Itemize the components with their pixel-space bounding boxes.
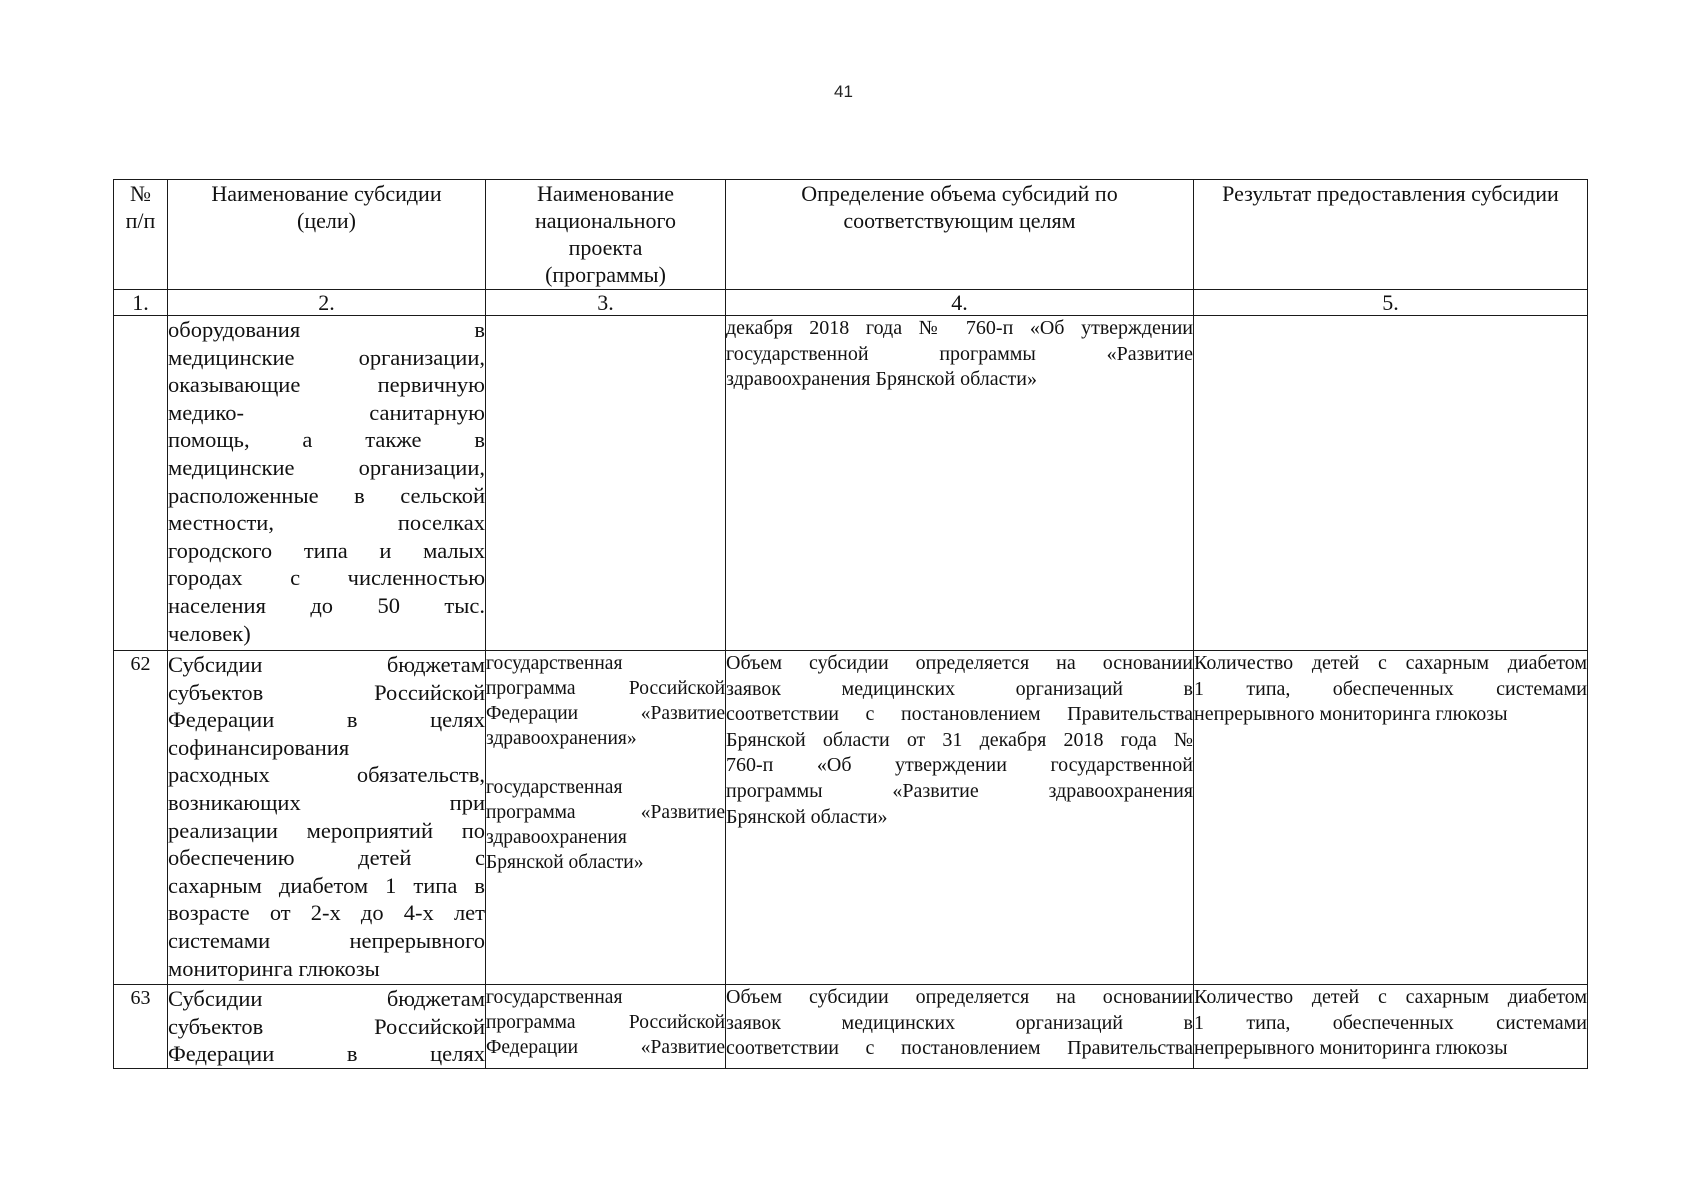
text-line: программа «Развитие (486, 802, 725, 823)
header-subsidy-name (168, 180, 486, 290)
text-line: непрерывного мониторинга глюкозы (1194, 1037, 1508, 1060)
text-line: Объем субсидии определяется на основании (726, 986, 1193, 1008)
header-line: Определение объема субсидий по (801, 181, 1118, 206)
text-line: программа Российской (486, 1012, 725, 1033)
result-cell (1194, 651, 1588, 985)
text-line: 1 типа, обеспеченных системами (1194, 677, 1587, 700)
header-line: (программы) (545, 262, 666, 287)
text-line: государственная (486, 777, 623, 798)
column-number: 1. (114, 290, 168, 316)
header-line: национального (534, 208, 677, 233)
header-line: п/п (125, 208, 156, 233)
text-line: Брянской области» (486, 852, 644, 873)
header-national-project (486, 180, 726, 290)
text-line: возрасте от 2-х до 4-х лет (168, 900, 485, 926)
subsidy-name-cell (168, 985, 486, 1069)
text-line: непрерывного мониторинга глюкозы (1194, 703, 1508, 726)
subsidy-table (113, 179, 1588, 1069)
spacer (486, 751, 725, 775)
text-line: здравоохранения (486, 827, 627, 848)
table-header-row (114, 180, 1588, 290)
text-line: заявок медицинских организаций в (726, 677, 1193, 700)
text-line: софинансирования (168, 734, 350, 760)
text-line: соответствии с постановлением Правительства (726, 1037, 1193, 1060)
header-result (1194, 180, 1588, 290)
subsidy-name-cell (168, 651, 486, 985)
text-line: Федерации «Развитие (486, 1037, 725, 1058)
table-row (114, 316, 1588, 651)
text-line: Объем субсидии определяется на основании (726, 652, 1193, 674)
column-number: 5. (1194, 290, 1588, 316)
volume-definition-cell (726, 985, 1194, 1069)
text-line: медицинские организации, (168, 454, 485, 480)
table-row (114, 985, 1588, 1069)
text-line: городского типа и малых (168, 537, 485, 563)
text-line: здравоохранения Брянской области» (726, 368, 1037, 391)
result-cell (1194, 985, 1588, 1069)
text-line: населения до 50 тыс. (168, 592, 485, 618)
text-line: 1 типа, обеспеченных системами (1194, 1011, 1587, 1034)
text-line: Субсидии бюджетам (168, 652, 485, 677)
text-line: обеспечению детей с (168, 845, 485, 871)
volume-definition-cell (726, 651, 1194, 985)
row-number: 63 (114, 985, 168, 1069)
header-line: проекта (568, 235, 643, 260)
header-line: № (130, 181, 151, 206)
text-line: государственная (486, 653, 623, 674)
text-line: медицинские организации, (168, 344, 485, 370)
text-line: субъектов Российской (168, 1013, 485, 1039)
text-line: Федерации «Развитие (486, 703, 725, 724)
table-row (114, 651, 1588, 985)
text-line: расположенные в сельской (168, 482, 485, 508)
page-number: 41 (834, 82, 853, 101)
header-line: соответствующим целям (843, 208, 1076, 233)
header-line: (цели) (297, 208, 356, 233)
text-line: Количество детей с сахарным диабетом (1194, 986, 1587, 1008)
text-line: Количество детей с сахарным диабетом (1194, 652, 1587, 674)
text-line: городах с численностью (168, 565, 485, 591)
text-line: Федерации в целях (168, 1041, 485, 1067)
text-line: программа Российской (486, 678, 725, 699)
text-line: заявок медицинских организаций в (726, 1011, 1193, 1034)
national-project-cell (486, 651, 726, 985)
text-line: реализации мероприятий по (168, 817, 485, 843)
header-line: Результат предоставления субсидии (1222, 181, 1559, 206)
text-line: субъектов Российской (168, 679, 485, 705)
national-project-cell (486, 316, 726, 651)
header-number (114, 180, 168, 290)
text-line: Субсидии бюджетам (168, 986, 485, 1011)
text-line: помощь, а также в (168, 427, 485, 453)
text-line: декабря 2018 года № 760-п «Об утверждении (726, 317, 1193, 339)
text-line: соответствии с постановлением Правительства (726, 703, 1193, 726)
text-line: оказывающие первичную (168, 372, 485, 398)
result-cell (1194, 316, 1588, 651)
text-line: расходных обязательств, (168, 762, 485, 788)
header-line: Наименование субсидии (211, 181, 442, 206)
text-line: Брянской области от 31 декабря 2018 года № (726, 728, 1193, 751)
text-line: программы «Развитие здравоохранения (726, 779, 1193, 802)
text-line: оборудования в (168, 317, 485, 342)
text-line: здравоохранения» (486, 728, 637, 749)
text-line: сахарным диабетом 1 типа в (168, 872, 485, 898)
subsidy-name-cell (168, 316, 486, 651)
national-project-cell (486, 985, 726, 1069)
column-number-row (114, 290, 1588, 316)
text-line: мониторинга глюкозы (168, 955, 380, 981)
row-number (114, 316, 168, 651)
text-line: местности, поселках (168, 510, 485, 536)
volume-definition-cell (726, 316, 1194, 651)
text-line: медико- санитарную (168, 399, 485, 425)
text-line: Брянской области» (726, 805, 888, 828)
column-number: 3. (486, 290, 726, 316)
header-line: Наименование (536, 181, 675, 206)
text-line: возникающих при (168, 789, 485, 815)
header-volume-definition (726, 180, 1194, 290)
text-line: Федерации в целях (168, 707, 485, 733)
column-number: 4. (726, 290, 1194, 316)
text-line: системами непрерывного (168, 927, 485, 953)
row-number: 62 (114, 651, 168, 985)
column-number: 2. (168, 290, 486, 316)
text-line: государственная (486, 987, 623, 1008)
text-line: государственной программы «Развитие (726, 342, 1193, 365)
text-line: человек) (168, 620, 251, 646)
text-line: 760-п «Об утверждении государственной (726, 754, 1193, 777)
